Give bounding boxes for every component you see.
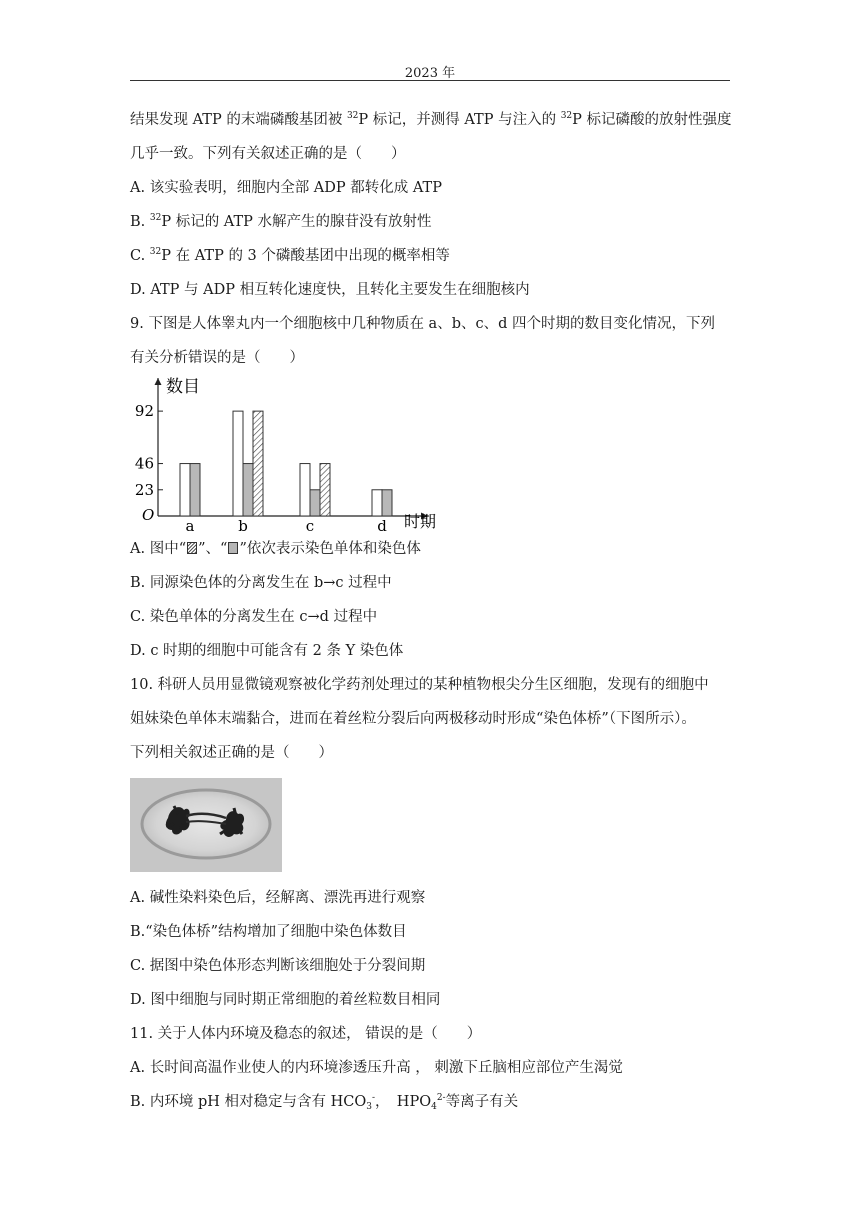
bar-gray-d [382, 490, 392, 516]
q8-option-a: A. 该实验表明，细胞内全部 ADP 都转化成 ATP [130, 180, 442, 196]
gray-bar-legend-icon [228, 542, 238, 554]
x-axis-label: 时期 [404, 512, 437, 531]
q11-option-b: B. 内环境 pH 相对稳定与含有 $HCO_3^-$， $HPO_4^{2-}$等离子有关 [130, 1093, 519, 1112]
q9-option-c: C. 染色单体的分离发生在 c→d 过程中 [130, 609, 378, 625]
q8-option-c: C. $^{32}$P 在 ATP 的 3 个磷酸基团中出现的概率相等 [130, 247, 450, 264]
bar-white-a [180, 464, 190, 516]
q9-option-a: A. 图中“ ”、“ ”依次表示染色单体和染色体 [130, 541, 421, 557]
q9-stem-line-1: 9. 下图是人体睾丸内一个细胞核中几种物质在 a、b、c、d 四个时期的数目变化情况，下列 [130, 316, 715, 332]
q10-option-d: D. 图中细胞与同时期正常细胞的着丝粒数目相同 [130, 992, 441, 1008]
y-tick-label-23: 23 [134, 480, 154, 499]
bar-hatched-c [320, 464, 330, 516]
header-divider [130, 80, 730, 81]
q9-bar-chart [132, 370, 452, 534]
q11-stem: 11. 关于人体内环境及稳态的叙述， 错误的是（ ） [130, 1026, 482, 1042]
bar-white-c [300, 464, 310, 516]
q8-stem-line-2: 几乎一致。下列有关叙述正确的是（ ） [130, 146, 406, 162]
bar-hatched-b [253, 411, 263, 516]
page-header: 2023 年 [404, 66, 456, 81]
x-tick-label-b: b [238, 517, 248, 534]
bar-gray-b [243, 464, 253, 516]
q10-stem-line-2: 姐妹染色单体末端黏合，进而在着丝粒分裂后向两极移动时形成“染色体桥”（下图所示）。 [130, 711, 696, 727]
y-tick-label-46: 46 [134, 454, 154, 473]
q9-option-b: B. 同源染色体的分离发生在 b→c 过程中 [130, 575, 392, 591]
q10-option-c: C. 据图中染色体形态判断该细胞处于分裂间期 [130, 958, 426, 974]
x-tick-label-a: a [185, 517, 195, 534]
q10-stem-line-3: 下列相关叙述正确的是（ ） [130, 745, 333, 761]
q8-stem-line-1: 结果发现 ATP 的末端磷酸基团被 $^{32}$P 标记，并测得 ATP 与注入的 $^{32}$P 标记磷酸的放射性强度 [130, 111, 732, 128]
bar-gray-a [190, 464, 200, 516]
hatched-bar-legend-icon [187, 542, 197, 554]
origin-label: O [142, 506, 155, 524]
q9-stem-line-2: 有关分析错误的是（ ） [130, 350, 304, 366]
q9-option-d: D. c 时期的细胞中可能含有 2 条 Y 染色体 [130, 643, 404, 659]
bar-gray-c [310, 490, 320, 516]
q11-option-a: A. 长时间高温作业使人的内环境渗透压升高 ， 刺激下丘脑相应部位产生渴觉 [130, 1060, 623, 1076]
bar-white-d [372, 490, 382, 516]
q10-stem-line-1: 10. 科研人员用显微镜观察被化学药剂处理过的某种植物根尖分生区细胞，发现有的细胞中 [130, 677, 709, 693]
x-tick-label-c: c [305, 517, 315, 534]
bar-white-b [233, 411, 243, 516]
q10-option-a: A. 碱性染料染色后，经解离、漂洗再进行观察 [130, 890, 426, 906]
q10-option-b: B.“染色体桥”结构增加了细胞中染色体数目 [130, 924, 407, 940]
chromosome-bridge-micrograph [130, 778, 282, 872]
y-tick-label-92: 92 [134, 402, 154, 421]
q8-option-b: B. $^{32}$P 标记的 ATP 水解产生的腺苷没有放射性 [130, 213, 432, 230]
q8-option-d: D. ATP 与 ADP 相互转化速度快，且转化主要发生在细胞核内 [130, 282, 530, 298]
x-tick-label-d: d [377, 517, 387, 534]
y-axis-label: 数目 [166, 377, 200, 397]
